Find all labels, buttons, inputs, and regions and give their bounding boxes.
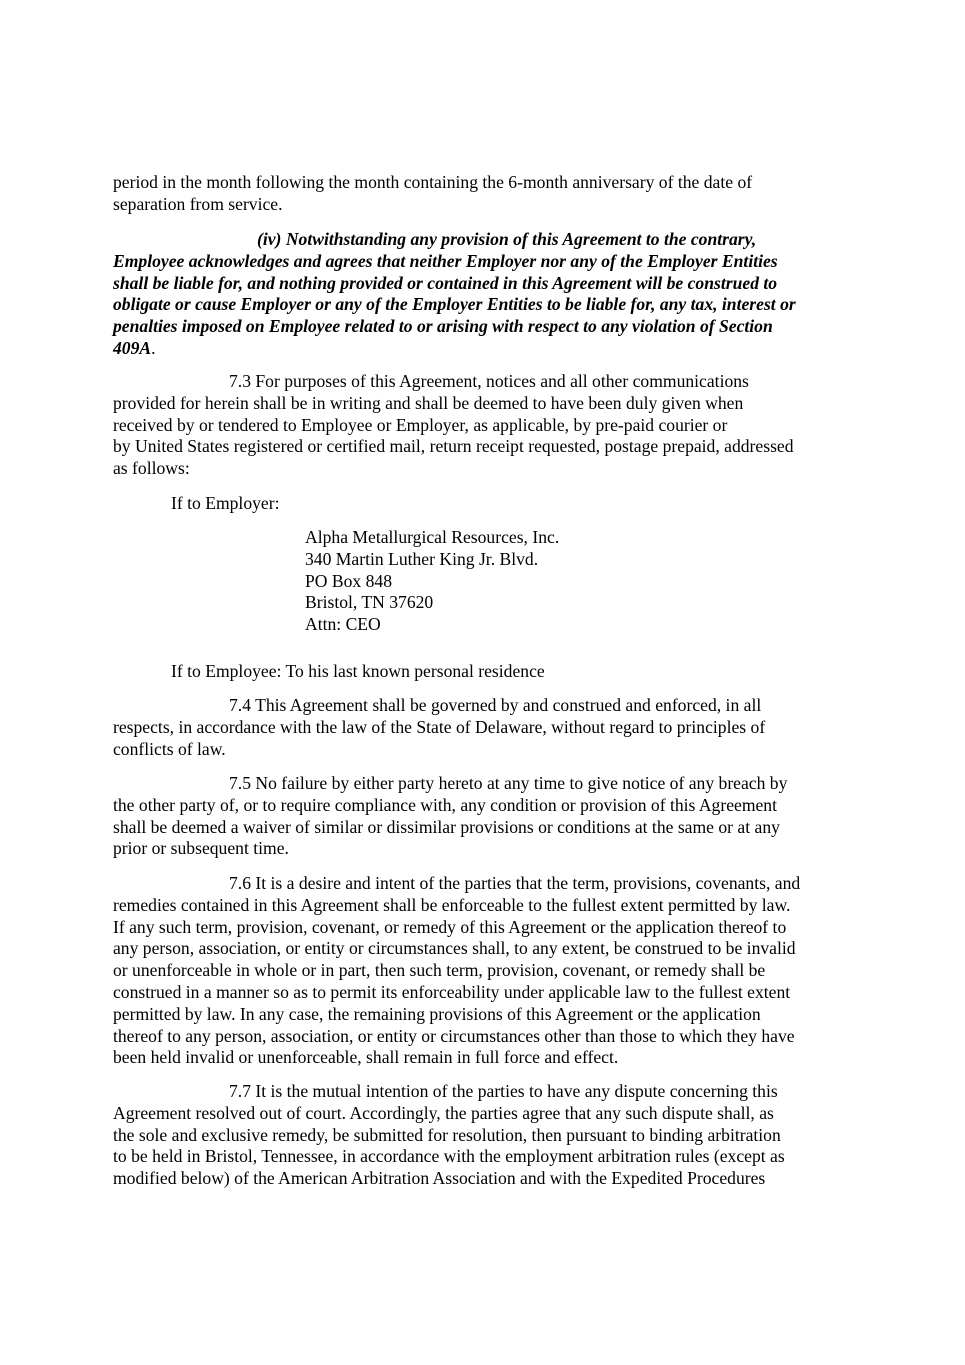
- text-line: If any such term, provision, covenant, or remedy of this Agreement or the application thereof to: [113, 916, 787, 937]
- text-line: remedies contained in this Agreement shall be enforceable to the fullest extent permitted by law.: [113, 894, 791, 915]
- text-line: 7.4 This Agreement shall be governed by and construed and enforced, in all: [229, 695, 762, 715]
- text-line: respects, in accordance with the law of the State of Delaware, without regard to principles of: [113, 716, 766, 737]
- text-line: the sole and exclusive remedy, be submitted for resolution, then pursuant to binding arbitration: [113, 1124, 781, 1145]
- text-line: been held invalid or unenforceable, shall remain in full force and effect.: [113, 1047, 619, 1068]
- text-line: period in the month following the month containing the 6-month anniversary of the date of: [113, 172, 753, 192]
- address-line: Bristol, TN 37620: [305, 592, 434, 613]
- text-line: provided for herein shall be in writing and shall be deemed to have been duly given when: [113, 392, 744, 413]
- text-line: to be held in Bristol, Tennessee, in accordance with the employment arbitration rules (except as: [113, 1146, 785, 1167]
- text-line: 7.6 It is a desire and intent of the parties that the term, provisions, covenants, and: [229, 873, 801, 893]
- text-line: or unenforceable in whole or in part, then such term, provision, covenant, or remedy shall be: [113, 960, 766, 981]
- text-line: any person, association, or entity or circumstances shall, to any extent, be construed to be invalid: [113, 938, 796, 959]
- address-line: Attn: CEO: [305, 614, 381, 635]
- address-line: PO Box 848: [305, 570, 393, 591]
- text-line: Employee acknowledges and agrees that neither Employer nor any of the Employer Entities: [113, 250, 778, 271]
- employer-address: [305, 527, 559, 636]
- text-line: permitted by law. In any case, the remaining provisions of this Agreement or the application: [113, 1003, 761, 1024]
- text-line: prior or subsequent time.: [113, 838, 289, 859]
- paragraph-7-7: [113, 1081, 858, 1190]
- paragraph-7-6: [113, 873, 858, 1069]
- text-line: [113, 338, 858, 360]
- employee-notice-line: If to Employee: To his last known personal residence: [171, 661, 545, 681]
- text-line: 7.7 It is the mutual intention of the parties to have any dispute concerning this: [229, 1081, 778, 1101]
- text-line: separation from service.: [113, 193, 283, 214]
- paragraph-7-5: [113, 773, 858, 860]
- paragraph-7-4: [113, 695, 858, 760]
- text-line: penalties imposed on Employee related to or arising with respect to any violation of Section: [113, 316, 773, 337]
- text-line: the other party of, or to require compliance with, any condition or provision of this Agreement: [113, 794, 777, 815]
- trailing-period: .: [151, 337, 156, 358]
- employer-label: If to Employer:: [171, 493, 280, 513]
- address-line: Alpha Metallurgical Resources, Inc.: [305, 527, 560, 547]
- section-ref: 409A: [113, 337, 152, 358]
- text-line: received by or tendered to Employee or Employer, as applicable, by pre-paid courier or: [113, 414, 728, 435]
- paragraph-7-3: [113, 371, 858, 480]
- text-line: shall be deemed a waiver of similar or dissimilar provisions or conditions at the same or at any: [113, 816, 780, 837]
- text-line: obligate or cause Employer or any of the Employer Entities to be liable for, any tax, interest or: [113, 294, 796, 315]
- text-line: as follows:: [113, 458, 190, 479]
- text-line: conflicts of law.: [113, 738, 226, 759]
- text-line: thereof to any person, association, or entity or circumstances other than those to which they have: [113, 1025, 795, 1046]
- text-line: by United States registered or certified mail, return receipt requested, postage prepaid, addressed: [113, 436, 794, 457]
- text-line: Agreement resolved out of court. Accordingly, the parties agree that any such dispute shall, as: [113, 1102, 774, 1123]
- paragraph-continuation: [113, 172, 858, 216]
- address-line: 340 Martin Luther King Jr. Blvd.: [305, 548, 539, 569]
- text-line: 7.3 For purposes of this Agreement, notices and all other communications: [229, 371, 749, 391]
- text-line: shall be liable for, and nothing provided or contained in this Agreement will be construed to: [113, 272, 778, 293]
- text-line: modified below) of the American Arbitration Association and with the Expedited Procedures: [113, 1168, 766, 1189]
- paragraph-iv: [113, 229, 858, 360]
- text-line: (iv) Notwithstanding any provision of this Agreement to the contrary,: [257, 229, 757, 249]
- text-line: construed in a manner so as to permit its enforceability under applicable law to the fullest extent: [113, 981, 791, 1002]
- text-line: 7.5 No failure by either party hereto at any time to give notice of any breach by: [229, 773, 788, 793]
